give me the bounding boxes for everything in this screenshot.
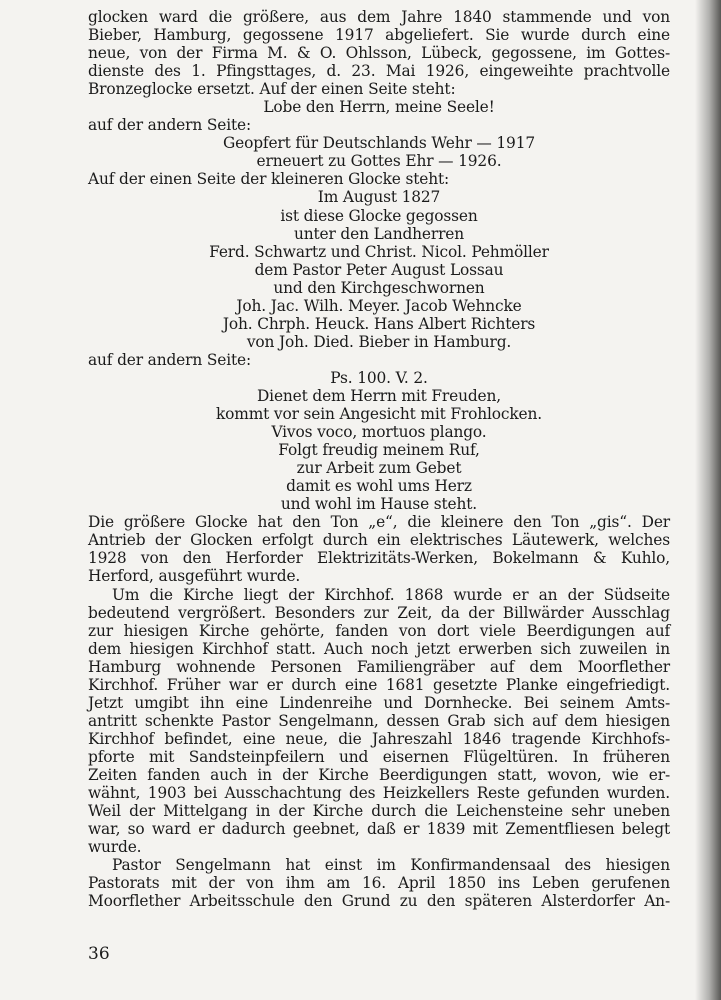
text-line: Bronzeglocke ersetzt. Auf der einen Seite steht: <box>88 80 456 99</box>
text-line: wähnt, 1903 bei Ausschachtung des Heizkellers Reste gefunden wurden. <box>88 784 670 803</box>
text-line: und wohl im Hause steht. <box>280 495 478 514</box>
text-line: dienste des 1. Pfingsttages, d. 23. Mai 1926, eingeweihte prachtvolle <box>88 62 670 81</box>
text-line: Die größere Glocke hat den Ton „e“, die kleinere den Ton „gis“. Der <box>88 513 670 532</box>
text-line: Hamburg wohnende Personen Familiengräber auf dem Moorflether <box>88 657 670 676</box>
text-line: Joh. Chrph. Heuck. Hans Albert Richters <box>222 314 536 333</box>
text-line: Antrieb der Glocken erfolgt durch ein elektrisches Läutewerk, welches <box>88 531 670 550</box>
text-line: Moorflether Arbeitsschule den Grund zu den späteren Alsterdorfer An- <box>88 892 670 911</box>
text-line: Ps. 100. V. 2. <box>330 368 428 387</box>
text-line: 1928 von den Herforder Elektrizitäts-Werken, Bokelmann & Kuhlo, <box>88 549 670 568</box>
text-line: damit es wohl ums Herz <box>286 477 472 496</box>
text-line: war, so ward er dadurch geebnet, daß er 1839 mit Zementfliesen belegt <box>88 820 670 839</box>
text-line: Herford, ausgeführt wurde. <box>88 567 301 586</box>
text-line: neue, von der Firma M. & O. Ohlsson, Lübeck, gegossene, im Gottes- <box>88 44 670 63</box>
page-text-block <box>88 8 670 910</box>
text-line: erneuert zu Gottes Ehr — 1926. <box>256 152 502 171</box>
text-line: Auf der einen Seite der kleineren Glocke steht: <box>88 170 450 189</box>
text-line: Kirchhof befindet, eine neue, die Jahreszahl 1846 tragende Kirchhofs- <box>88 729 670 748</box>
text-line: Dienet dem Herrn mit Freuden, <box>256 386 502 405</box>
text-line: Im August 1827 <box>317 188 441 207</box>
text-line: bedeutend vergrößert. Besonders zur Zeit, da der Billwärder Ausschlag <box>88 603 670 622</box>
text-line: wurde. <box>88 838 142 857</box>
text-line: unter den Landherren <box>293 224 465 243</box>
text-line: antritt schenkte Pastor Sengelmann, dessen Grab sich auf dem hiesigen <box>88 711 670 730</box>
text-line: zur Arbeit zum Gebet <box>296 459 462 478</box>
text-line: dem hiesigen Kirchhof statt. Auch noch jetzt erwerben sich zuweilen in <box>88 639 670 658</box>
text-line: Bieber, Hamburg, gegossene 1917 abgeliefert. Sie wurde durch eine <box>88 26 670 45</box>
text-line: Lobe den Herrn, meine Seele! <box>263 98 495 117</box>
text-line: Vivos voco, mortuos plango. <box>271 423 487 442</box>
text-line: Joh. Jac. Wilh. Meyer. Jacob Wehncke <box>236 296 522 315</box>
text-line: von Joh. Died. Bieber in Hamburg. <box>246 332 512 351</box>
text-line: Weil der Mittelgang in der Kirche durch die Leichensteine sehr uneben <box>88 802 670 821</box>
text-line: Pastorats mit der von ihm am 16. April 1850 ins Leben gerufenen <box>88 874 670 893</box>
text-line: Geopfert für Deutschlands Wehr — 1917 <box>223 134 535 153</box>
text-line: Um die Kirche liegt der Kirchhof. 1868 wurde er an der Südseite <box>112 585 670 604</box>
text-line: zur hiesigen Kirche gehörte, fanden von dort viele Beerdigungen auf <box>88 621 670 640</box>
text-line: Zeiten fanden auch in der Kirche Beerdigungen statt, wovon, wie er- <box>88 765 670 784</box>
text-line: Ferd. Schwartz und Christ. Nicol. Pehmöller <box>209 242 549 261</box>
binding-shadow <box>695 0 721 1000</box>
text-line: Folgt freudig meinem Ruf, <box>278 441 480 460</box>
page-number: 36 <box>88 944 110 964</box>
text-line: Kirchhof. Früher war er durch eine 1681 gesetzte Planke eingefriedigt. <box>88 675 670 694</box>
text-line: kommt vor sein Angesicht mit Frohlocken. <box>215 405 543 424</box>
text-line: glocken ward die größere, aus dem Jahre 1840 stammende und von <box>88 8 670 26</box>
text-line: Pastor Sengelmann hat einst im Konfirmandensaal des hiesigen <box>112 856 670 875</box>
text-line: und den Kirchgeschwornen <box>273 278 485 297</box>
text-line: dem Pastor Peter August Lossau <box>254 260 504 279</box>
text-line: auf der andern Seite: <box>88 116 251 135</box>
text-line: Jetzt umgibt ihn eine Lindenreihe und Dornhecke. Bei seinem Amts- <box>88 693 670 712</box>
text-line: pforte mit Sandsteinpfeilern und eisernen Flügeltüren. In früheren <box>88 747 670 766</box>
text-line: ist diese Glocke gegossen <box>280 206 478 225</box>
text-line: auf der andern Seite: <box>88 350 251 369</box>
